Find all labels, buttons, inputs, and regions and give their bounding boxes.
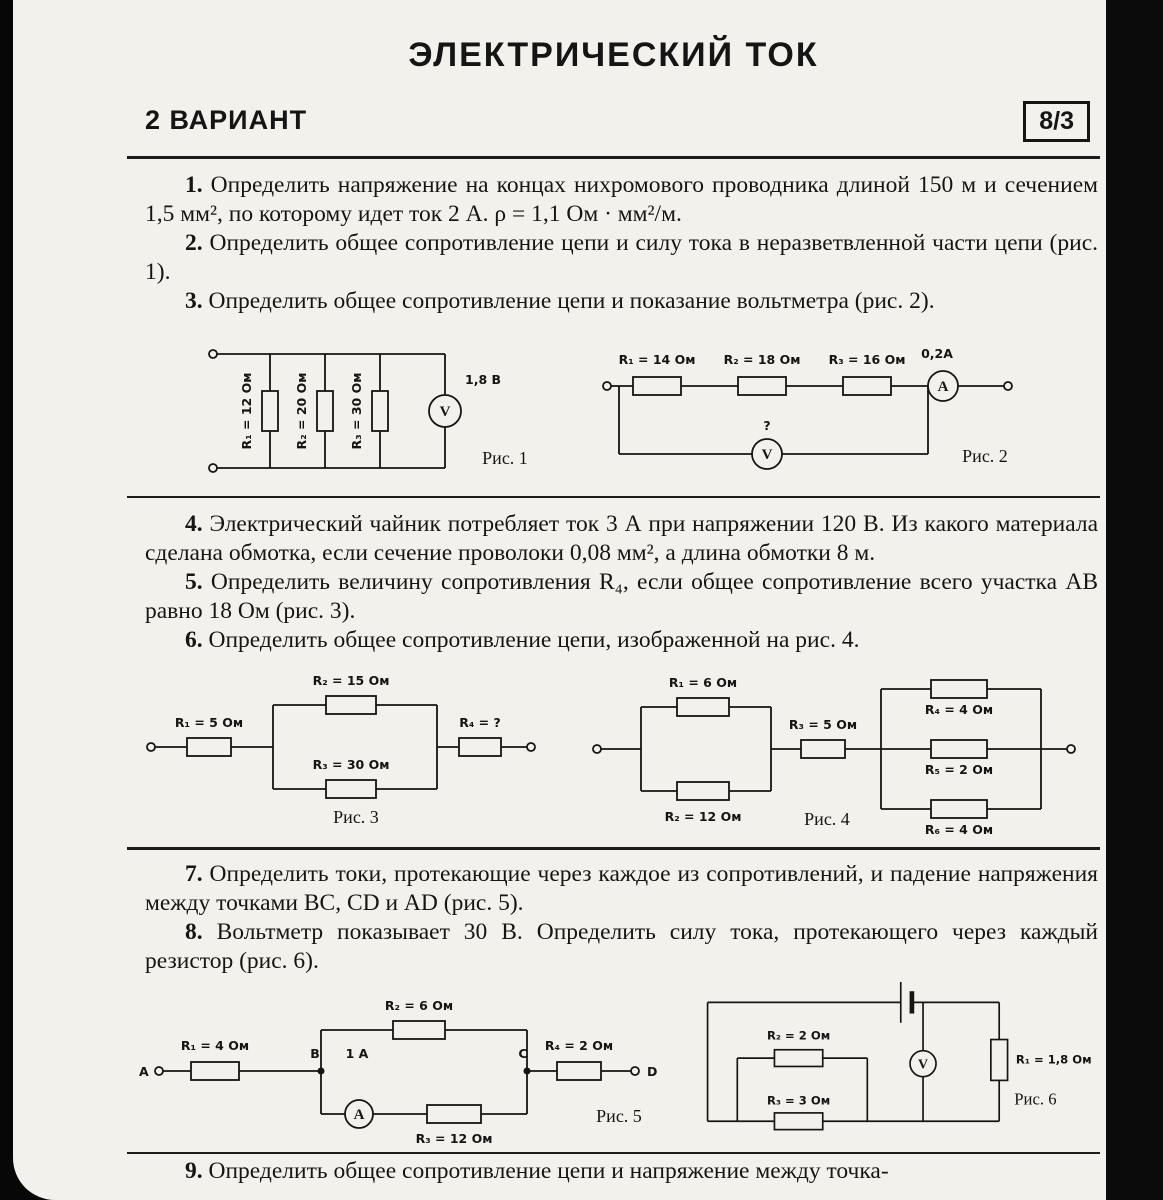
fig2-voltmeter-letter: V	[761, 446, 773, 463]
worksheet-page	[13, 0, 1106, 1200]
fig3-resistor-r3	[326, 780, 376, 798]
fig5-resistor-r3	[427, 1105, 481, 1123]
fig4-resistor-r6	[931, 800, 987, 818]
fig1-r2-label: R₂ = 20 Ом	[294, 372, 309, 449]
fig1-r3-label: R₃ = 30 Ом	[349, 372, 364, 449]
fig6-wires	[708, 1002, 1000, 1121]
problem-4-number: 4.	[185, 511, 203, 537]
problem-1	[145, 171, 1098, 229]
fig5-r2-label: R₂ = 6 Ом	[384, 997, 454, 1013]
section-divider-1	[127, 156, 1100, 159]
fig4-r1-label: R₁ = 6 Ом	[668, 675, 738, 690]
figure-2-circuit	[597, 334, 1027, 486]
fig5-terminal-d	[631, 1067, 639, 1075]
fig4-terminal-right	[1067, 745, 1075, 753]
fig2-resistor-r2	[738, 377, 786, 395]
fig5-point-b-label: В	[310, 1045, 320, 1061]
figure-5-circuit	[135, 982, 665, 1150]
fig3-resistor-r2	[326, 696, 376, 714]
fig5-node-b	[318, 1067, 325, 1074]
fig4-resistor-r3	[801, 740, 845, 758]
fig4-r2-label: R₂ = 12 Ом	[664, 809, 742, 824]
problems-section-4-cutoff	[145, 1157, 1098, 1186]
fig4-r3-label: R₃ = 5 Ом	[788, 717, 858, 732]
figure-4-circuit	[589, 657, 1079, 843]
fig3-r1-label: R₁ = 5 Ом	[174, 715, 244, 730]
figure-6-circuit	[689, 980, 1093, 1139]
problem-5	[145, 568, 1098, 626]
figure-row-1	[127, 324, 1100, 486]
fig1-resistor-r2	[317, 391, 333, 431]
problem-2-text: Определить общее сопротивление цепи и силу тока в неразветвленной части цепи (рис. 1).	[145, 229, 1098, 285]
problem-1-text: Определить напряжение на концах нихромового проводника длиной 150 м и сечением 1,5 мм², по которому идет ток 2 А. ρ = 1,1 Ом · мм²/м.	[145, 171, 1098, 227]
fig3-resistor-r1	[187, 738, 231, 756]
problem-6-text: Определить общее сопротивление цепи, изображенной на рис. 4.	[208, 627, 860, 653]
section-divider-4	[127, 1152, 1100, 1155]
fig3-r3-label: R₃ = 30 Ом	[312, 757, 390, 772]
problem-7	[145, 860, 1098, 918]
fig3-r2-label: R₂ = 15 Ом	[312, 673, 390, 688]
fig3-terminal-right	[527, 743, 535, 751]
fig1-voltage-label: 1,8 В	[465, 371, 502, 387]
fig2-ammeter-letter: A	[937, 378, 949, 395]
problem-6	[145, 626, 1098, 655]
problem-7-text: Определить токи, протекающие через каждое из сопротивлений, и падение напряжения между точками ВС, CD и AD (рис. 5).	[145, 860, 1098, 916]
problem-2-number: 2.	[185, 229, 203, 256]
problems-section-3	[145, 860, 1098, 976]
fig6-r2-label: R₂ = 2 Ом	[766, 1028, 831, 1043]
problem-5-number: 5.	[185, 569, 203, 595]
fig1-resistor-r3	[372, 391, 388, 431]
fig6-resistor-r3	[774, 1112, 822, 1129]
problem-2	[145, 229, 1098, 287]
page-badge: 8/3	[1023, 101, 1090, 142]
fig5-r1-label: R₁ = 4 Ом	[180, 1037, 250, 1053]
fig2-caption: Рис. 2	[962, 445, 1008, 466]
problem-4	[145, 510, 1098, 568]
figure-3-circuit	[141, 659, 541, 831]
fig5-point-a-label: А	[139, 1063, 149, 1079]
problem-3	[145, 287, 1098, 316]
problem-7-number: 7.	[185, 860, 203, 887]
fig5-point-d-label: D	[647, 1063, 658, 1079]
fig2-resistor-r1	[633, 377, 681, 395]
fig6-r3-label: R₃ = 3 Ом	[766, 1093, 831, 1108]
fig5-terminal-a	[155, 1067, 163, 1075]
fig5-r3-label: R₃ = 12 Ом	[415, 1130, 493, 1146]
problem-6-number: 6.	[185, 627, 203, 653]
fig3-caption: Рис. 3	[333, 807, 379, 827]
fig4-r4-label: R₄ = 4 Ом	[924, 702, 994, 717]
fig2-r2-label: R₂ = 18 Ом	[723, 351, 801, 367]
fig1-terminal-bottom	[209, 464, 217, 472]
page-title: ЭЛЕКТРИЧЕСКИЙ ТОК	[408, 36, 819, 74]
problems-section-2	[145, 510, 1098, 655]
problem-8-number: 8.	[185, 918, 203, 945]
problem-3-number: 3.	[185, 287, 203, 314]
problem-8	[145, 918, 1098, 976]
fig2-terminal-left	[603, 382, 611, 390]
fig4-caption: Рис. 4	[804, 809, 850, 829]
fig4-resistor-r4	[931, 680, 987, 698]
figure-row-3	[127, 980, 1100, 1150]
fig4-resistor-r1	[677, 698, 729, 716]
fig6-r1-label: R₁ = 1,8 Ом	[1015, 1052, 1092, 1067]
problem-1-number: 1.	[185, 171, 203, 198]
fig5-node-c	[524, 1067, 531, 1074]
fig5-resistor-r4	[557, 1062, 601, 1080]
fig3-r4-label: R₄ = ?	[459, 715, 501, 730]
fig6-caption: Рис. 6	[1014, 1089, 1057, 1109]
fig1-voltmeter-letter: V	[439, 403, 451, 420]
fig3-terminal-left	[147, 743, 155, 751]
problem-9-number: 9.	[185, 1158, 203, 1184]
fig6-resistor-r2	[774, 1049, 822, 1066]
fig2-r1-label: R₁ = 14 Ом	[618, 351, 696, 367]
fig6-resistor-r1	[991, 1039, 1008, 1080]
figure-row-2	[127, 657, 1100, 843]
fig4-resistor-r5	[931, 740, 987, 758]
fig3-resistor-r4	[459, 738, 501, 756]
fig2-question-label: ?	[763, 417, 771, 433]
fig6-voltmeter-letter: V	[918, 1056, 929, 1072]
fig4-r6-label: R₆ = 4 Ом	[924, 822, 994, 837]
fig2-r3-label: R₃ = 16 Ом	[828, 351, 906, 367]
problem-3-text: Определить общее сопротивление цепи и показание вольтметра (рис. 2).	[208, 287, 935, 314]
problem-4-text: Электрический чайник потребляет ток 3 А при напряжении 120 В. Из какого материала сделана обмотка, если сечение проволоки 0,08 мм², а длина обмотки 8 м.	[145, 511, 1098, 566]
fig4-terminal-left	[593, 745, 601, 753]
fig5-r4-label: R₄ = 2 Ом	[544, 1037, 614, 1053]
fig5-resistor-r2	[393, 1021, 445, 1039]
fig4-r5-label: R₅ = 2 Ом	[924, 762, 994, 777]
page-content	[127, 36, 1100, 1186]
fig5-ammeter-letter: A	[353, 1106, 365, 1123]
fig1-r1-label: R₁ = 12 Ом	[239, 372, 254, 449]
fig5-current-label: 1 А	[345, 1045, 369, 1061]
scan-edge-right	[1106, 0, 1163, 1200]
fig5-resistor-r1	[191, 1062, 239, 1080]
fig2-current-label: 0,2А	[921, 345, 953, 361]
figure-1-circuit	[205, 334, 555, 486]
fig1-resistor-r1	[262, 391, 278, 431]
problem-9-text: Определить общее сопротивление цепи и напряжение между точка-	[208, 1158, 889, 1184]
section-divider-3	[127, 847, 1100, 850]
variant-label: 2 ВАРИАНТ	[145, 105, 308, 135]
problems-section-1	[145, 171, 1098, 316]
fig2-terminal-right	[1004, 382, 1012, 390]
fig4-resistor-r2	[677, 782, 729, 800]
fig1-terminal-top	[209, 350, 217, 358]
fig2-resistor-r3	[843, 377, 891, 395]
problem-8-text: Вольтметр показывает 30 В. Определить силу тока, протекающего через каждый резистор (рис. 6).	[145, 918, 1099, 974]
section-divider-2	[127, 496, 1100, 499]
fig5-caption: Рис. 5	[596, 1105, 642, 1126]
problem-5-text: Определить величину сопротивления R₄, если общее сопротивление всего участка АВ равно 18 Ом (рис. 3).	[145, 569, 1098, 624]
fig5-point-c-label: С	[518, 1045, 528, 1061]
problem-9	[145, 1157, 1098, 1186]
fig1-caption: Рис. 1	[482, 447, 528, 468]
